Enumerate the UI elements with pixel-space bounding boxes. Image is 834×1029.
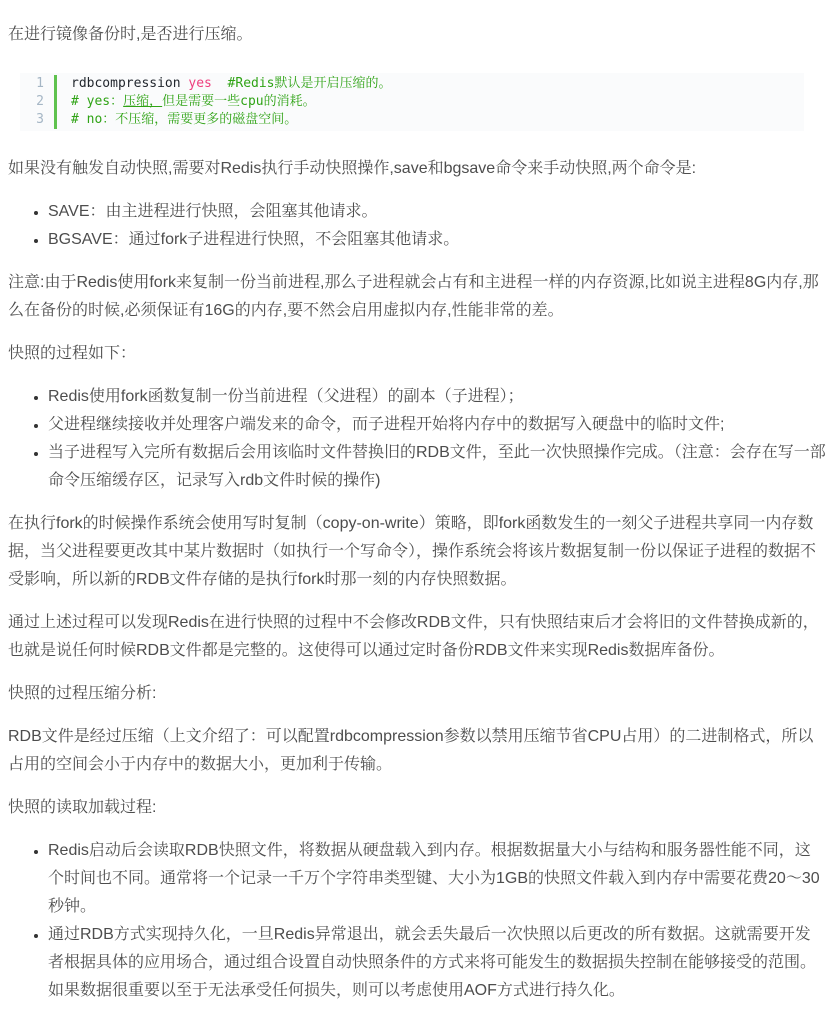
code-line [20, 111, 804, 129]
line-number: 3 [20, 111, 57, 129]
code-line [20, 93, 804, 111]
bullet-list [8, 837, 826, 1005]
code-line [20, 75, 804, 93]
code-token: yes [188, 76, 212, 91]
code-block [20, 73, 804, 131]
paragraph: 在进行镜像备份时,是否进行压缩。 [8, 26, 253, 43]
list-item: • 通过RDB方式实现持久化，一旦Redis异常退出，就会丢失最后一次快照以后更改的所有数据。这就需要开发者根据具体的应用场合，通过组合设置自动快照条件的方式来将可能发生的数据损失控制在能够接受的范围。如果数据很重要以至于无法承受任何损失，则可以考虑使用AOF方式进行持久化。 [48, 921, 826, 1005]
list-item: • Redis使用fork函数复制一份当前进程（父进程）的副本（子进程）； [48, 383, 826, 411]
code-token: 但是需要一些cpu的消耗。 [162, 94, 316, 109]
code-token [212, 76, 228, 91]
line-number: 2 [20, 93, 57, 111]
paragraph: RDB文件是经过压缩（上文介绍了：可以配置rdbcompression参数以禁用压缩节省CPU占用）的二进制格式，所以占用的空间会小于内存中的数据大小，更加利于传输。 [8, 728, 814, 773]
code-token: # no：不压缩，需要更多的磁盘空间。 [71, 112, 298, 127]
code-token: rdbcompression [71, 76, 189, 91]
list-item: • 当子进程写入完所有数据后会用该临时文件替换旧的RDB文件，至此一次快照操作完成。（注意：会存在写一部命令压缩缓存区，记录写入rdb文件时候的操作) [48, 439, 826, 495]
code-token: #Redis默认是开启压缩的。 [227, 76, 392, 91]
code-line-text [57, 93, 316, 111]
paragraph: 通过上述过程可以发现Redis在进行快照的过程中不会修改RDB文件，只有快照结束后才会将旧的文件替换成新的，也就是说任何时候RDB文件都是完整的。这使得可以通过定时备份RDB文件来实现Redis数据库备份。 [8, 614, 819, 659]
code-token: 压缩， [123, 94, 163, 109]
code-line-text [57, 111, 297, 129]
paragraph: 快照的读取加载过程: [8, 799, 157, 816]
bullet-list [8, 198, 826, 254]
list-item: • BGSAVE：通过fork子进程进行快照，不会阻塞其他请求。 [48, 226, 826, 254]
bullet-list [8, 383, 826, 495]
list-item: • SAVE：由主进程进行快照，会阻塞其他请求。 [48, 198, 826, 226]
paragraph: 快照的过程如下： [8, 345, 137, 362]
code-line-text [57, 75, 392, 93]
list-item: • 父进程继续接收并处理客户端发来的命令，而子进程开始将内存中的数据写入硬盘中的临时文件; [48, 411, 826, 439]
code-token: # yes： [71, 94, 124, 109]
paragraph: 在执行fork的时候操作系统会使用写时复制（copy-on-write）策略，即fork函数发生的一刻父子进程共享同一内存数据，当父进程要更改其中某片数据时（如执行一个写命令），操作系统会将该片数据复制一份以保证子进程的数据不受影响，所以新的RDB文件存储的是执行fork时那一刻的内存快照数据。 [8, 515, 817, 588]
paragraph: 注意:由于Redis使用fork来复制一份当前进程,那么子进程就会占有和主进程一样的内存资源,比如说主进程8G内存,那么在备份的时候,必须保证有16G的内存,要不然会启用虚拟内存,性能非常的差。 [8, 274, 819, 319]
line-number: 1 [20, 75, 57, 93]
paragraph: 如果没有触发自动快照,需要对Redis执行手动快照操作,save和bgsave命令来手动快照,两个命令是: [8, 160, 697, 177]
list-item: • Redis启动后会读取RDB快照文件，将数据从硬盘载入到内存。根据数据量大小与结构和服务器性能不同，这个时间也不同。通常将一个记录一千万个字符串类型键、大小为1GB的快照文件载入到内存中需要花费20～30秒钟。 [48, 837, 826, 921]
paragraph: 快照的过程压缩分析: [8, 685, 157, 702]
